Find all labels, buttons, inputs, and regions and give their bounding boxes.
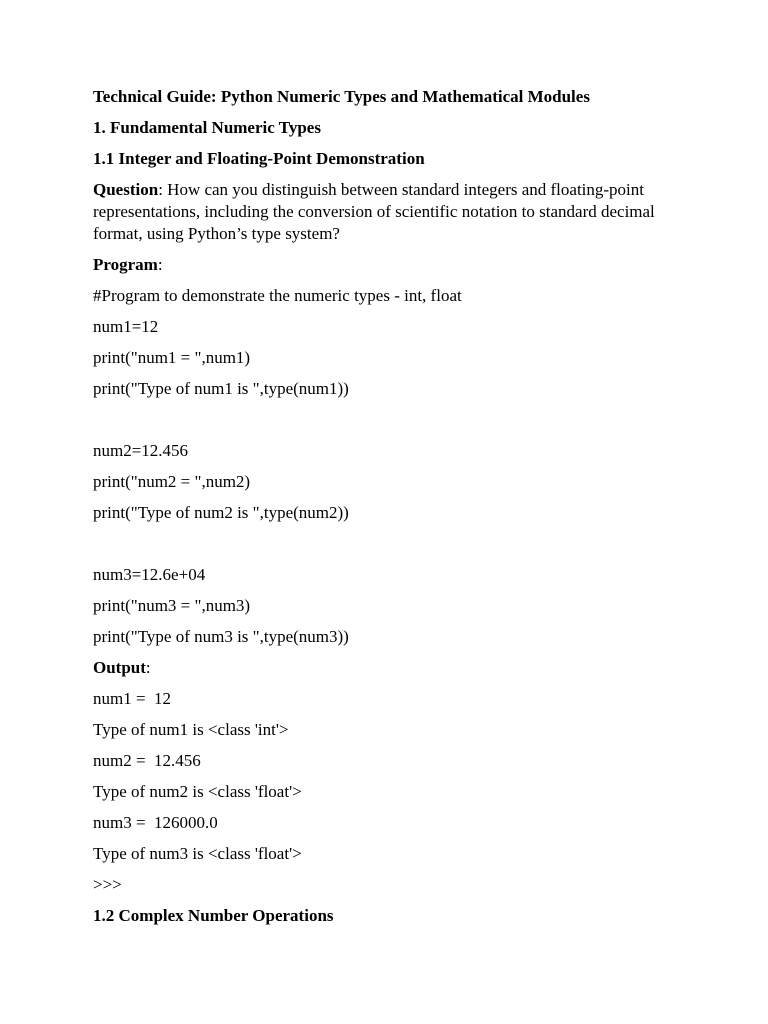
code-line: print("num1 = ",num1) <box>93 348 251 367</box>
program-heading <box>93 254 683 276</box>
code-line: print("Type of num1 is ",type(num1)) <box>93 379 349 398</box>
document-page <box>93 86 683 936</box>
question-text: : How can you distinguish between standard integers and floating-point representations, including the conversion of scientific notation to standard decimal format, using Python’s type system? <box>93 180 655 243</box>
question-label: Question <box>93 180 159 199</box>
section-heading: 1. Fundamental Numeric Types <box>93 118 321 137</box>
output-line: Type of num2 is <class 'float'> <box>93 782 302 801</box>
program-label: Program <box>93 255 158 274</box>
subsection-heading: 1.2 Complex Number Operations <box>93 906 334 925</box>
blank-line <box>93 533 683 564</box>
subsection-heading: 1.1 Integer and Floating-Point Demonstration <box>93 149 425 168</box>
output-heading <box>93 657 683 679</box>
output-label: Output <box>93 658 146 677</box>
code-line: num2=12.456 <box>93 441 189 460</box>
code-line: print("num2 = ",num2) <box>93 472 251 491</box>
output-line: num3 = 126000.0 <box>93 813 218 832</box>
output-line: Type of num1 is <class 'int'> <box>93 720 289 739</box>
blank-line <box>93 409 683 440</box>
code-line: num1=12 <box>93 317 159 336</box>
code-line: print("num3 = ",num3) <box>93 596 251 615</box>
code-line: print("Type of num2 is ",type(num2)) <box>93 503 349 522</box>
output-line: >>> <box>93 875 122 894</box>
output-colon: : <box>145 658 151 677</box>
document-title: Technical Guide: Python Numeric Types and Mathematical Modules <box>93 87 590 106</box>
output-line: num2 = 12.456 <box>93 751 201 770</box>
code-line: #Program to demonstrate the numeric types - int, float <box>93 286 462 305</box>
program-colon: : <box>157 255 163 274</box>
question-paragraph <box>93 179 683 245</box>
output-line: num1 = 12 <box>93 689 172 708</box>
code-line: print("Type of num3 is ",type(num3)) <box>93 627 349 646</box>
output-line: Type of num3 is <class 'float'> <box>93 844 302 863</box>
code-line: num3=12.6e+04 <box>93 565 206 584</box>
